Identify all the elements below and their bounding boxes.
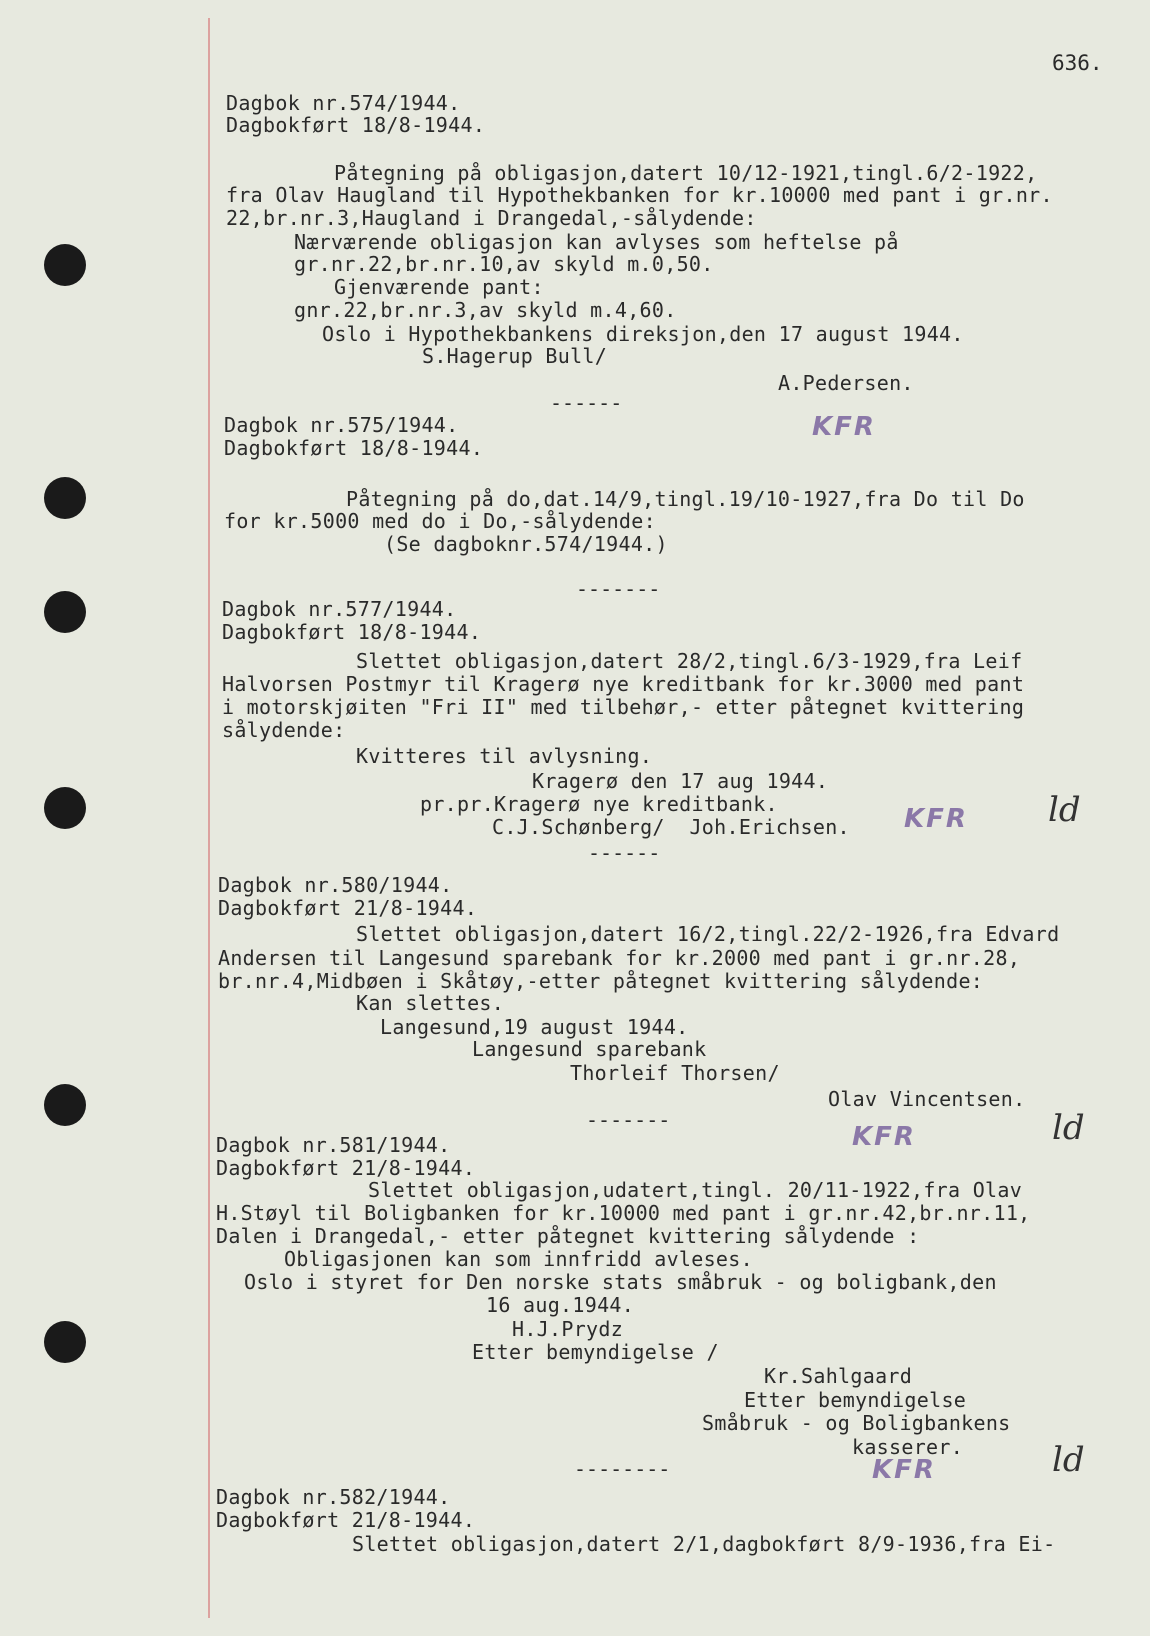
entry-date: Dagbokført 21/8-1944. bbox=[218, 896, 478, 920]
entry-text-line: fra Olav Haugland til Hypothekbanken for kr.10000 med pant i gr.nr. bbox=[226, 183, 1053, 207]
entry-heading: Dagbok nr.580/1944. bbox=[218, 873, 453, 897]
separator: ------- bbox=[576, 577, 661, 601]
entry-text-line: Kragerø den 17 aug 1944. bbox=[532, 769, 829, 793]
kfr-stamp: KFR bbox=[852, 1122, 916, 1152]
signature-line: kasserer. bbox=[852, 1435, 964, 1459]
handwritten-initials: ld bbox=[1048, 790, 1081, 830]
entry-text-line: Langesund sparebank bbox=[472, 1037, 707, 1061]
signature-line: S.Hagerup Bull/ bbox=[422, 344, 608, 368]
entry-text-line: gnr.22,br.nr.3,av skyld m.4,60. bbox=[294, 298, 677, 322]
signature-line: Kr.Sahlgaard bbox=[764, 1364, 913, 1388]
entry-date: Dagbokført 18/8-1944. bbox=[222, 620, 482, 644]
signature-line: Småbruk - og Boligbankens bbox=[702, 1411, 1011, 1435]
handwritten-initials: ld bbox=[1052, 1440, 1085, 1480]
binder-hole bbox=[44, 787, 86, 829]
entry-date: Dagbokført 21/8-1944. bbox=[216, 1508, 476, 1532]
entry-heading: Dagbok nr.582/1944. bbox=[216, 1485, 451, 1509]
binder-hole bbox=[44, 244, 86, 286]
signature-line: Etter bemyndigelse bbox=[744, 1388, 967, 1412]
entry-heading: Dagbok nr.581/1944. bbox=[216, 1133, 451, 1157]
entry-text-line: Obligasjonen kan som innfridd avleses. bbox=[284, 1247, 753, 1271]
entry-date: Dagbokført 18/8-1944. bbox=[226, 113, 486, 137]
entry-text-line: sålydende: bbox=[222, 718, 346, 742]
margin-line bbox=[208, 18, 210, 1618]
entry-text-line: 16 aug.1944. bbox=[486, 1293, 635, 1317]
signature-line: A.Pedersen. bbox=[778, 371, 914, 395]
handwritten-initials: ld bbox=[1052, 1108, 1085, 1148]
entry-text-line: Kvitteres til avlysning. bbox=[356, 744, 653, 768]
binder-hole bbox=[44, 1321, 86, 1363]
binder-hole bbox=[44, 591, 86, 633]
entry-heading: Dagbok nr.574/1944. bbox=[226, 91, 461, 115]
entry-text-line: br.nr.4,Midbøen i Skåtøy,-etter påtegnet kvittering sålydende: bbox=[218, 969, 984, 993]
kfr-stamp: KFR bbox=[812, 412, 876, 442]
entry-text-line: (Se dagboknr.574/1944.) bbox=[384, 532, 668, 556]
signature-line: H.J.Prydz bbox=[512, 1317, 624, 1341]
entry-text-line: Slettet obligasjon,udatert,tingl. 20/11-1922,fra Olav bbox=[368, 1178, 1023, 1202]
entry-date: Dagbokført 21/8-1944. bbox=[216, 1156, 476, 1180]
entry-text-line: Slettet obligasjon,datert 2/1,dagbokført 8/9-1936,fra Ei- bbox=[352, 1532, 1056, 1556]
entry-text-line: Nærværende obligasjon kan avlyses som heftelse på bbox=[294, 230, 899, 254]
entry-text-line: Påtegning på obligasjon,datert 10/12-1921,tingl.6/2-1922, bbox=[334, 161, 1038, 185]
entry-text-line: Oslo i styret for Den norske stats småbruk - og boligbank,den bbox=[244, 1270, 997, 1294]
signature-line: Thorleif Thorsen/ bbox=[570, 1061, 780, 1085]
entry-text-line: Dalen i Drangedal,- etter påtegnet kvittering sålydende : bbox=[216, 1224, 920, 1248]
entry-text-line: Slettet obligasjon,datert 16/2,tingl.22/2-1926,fra Edvard bbox=[356, 922, 1060, 946]
separator: ------ bbox=[550, 391, 623, 415]
separator: ------ bbox=[588, 841, 661, 865]
separator: -------- bbox=[574, 1457, 671, 1481]
binder-hole bbox=[44, 1084, 86, 1126]
entry-heading: Dagbok nr.575/1944. bbox=[224, 413, 459, 437]
entry-text-line: i motorskjøiten "Fri II" med tilbehør,- etter påtegnet kvittering bbox=[222, 695, 1025, 719]
entry-text-line: Slettet obligasjon,datert 28/2,tingl.6/3-1929,fra Leif bbox=[356, 649, 1023, 673]
entry-text-line: Oslo i Hypothekbankens direksjon,den 17 august 1944. bbox=[322, 322, 964, 346]
page-number: 636. bbox=[1052, 51, 1103, 75]
binder-hole bbox=[44, 477, 86, 519]
entry-text-line: Gjenværende pant: bbox=[334, 275, 544, 299]
entry-text-line: Andersen til Langesund sparebank for kr.2000 med pant i gr.nr.28, bbox=[218, 946, 1021, 970]
entry-text-line: gr.nr.22,br.nr.10,av skyld m.0,50. bbox=[294, 252, 714, 276]
separator: ------- bbox=[586, 1108, 671, 1132]
kfr-stamp: KFR bbox=[872, 1455, 936, 1485]
signature-line: Etter bemyndigelse / bbox=[472, 1340, 719, 1364]
entry-text-line: Langesund,19 august 1944. bbox=[380, 1015, 689, 1039]
signature-line: Olav Vincentsen. bbox=[828, 1087, 1026, 1111]
entry-text-line: Halvorsen Postmyr til Kragerø nye kreditbank for kr.3000 med pant bbox=[222, 672, 1025, 696]
entry-text-line: 22,br.nr.3,Haugland i Drangedal,-sålydende: bbox=[226, 206, 757, 230]
entry-text-line: Kan slettes. bbox=[356, 991, 505, 1015]
entry-heading: Dagbok nr.577/1944. bbox=[222, 597, 457, 621]
signature-line: C.J.Schønberg/ Joh.Erichsen. bbox=[492, 815, 850, 839]
entry-text-line: Påtegning på do,dat.14/9,tingl.19/10-1927,fra Do til Do bbox=[346, 487, 1025, 511]
entry-text-line: H.Støyl til Boligbanken for kr.10000 med pant i gr.nr.42,br.nr.11, bbox=[216, 1201, 1031, 1225]
entry-date: Dagbokført 18/8-1944. bbox=[224, 436, 484, 460]
entry-text-line: pr.pr.Kragerø nye kreditbank. bbox=[420, 792, 778, 816]
kfr-stamp: KFR bbox=[904, 804, 968, 834]
entry-text-line: for kr.5000 med do i Do,-sålydende: bbox=[224, 509, 656, 533]
